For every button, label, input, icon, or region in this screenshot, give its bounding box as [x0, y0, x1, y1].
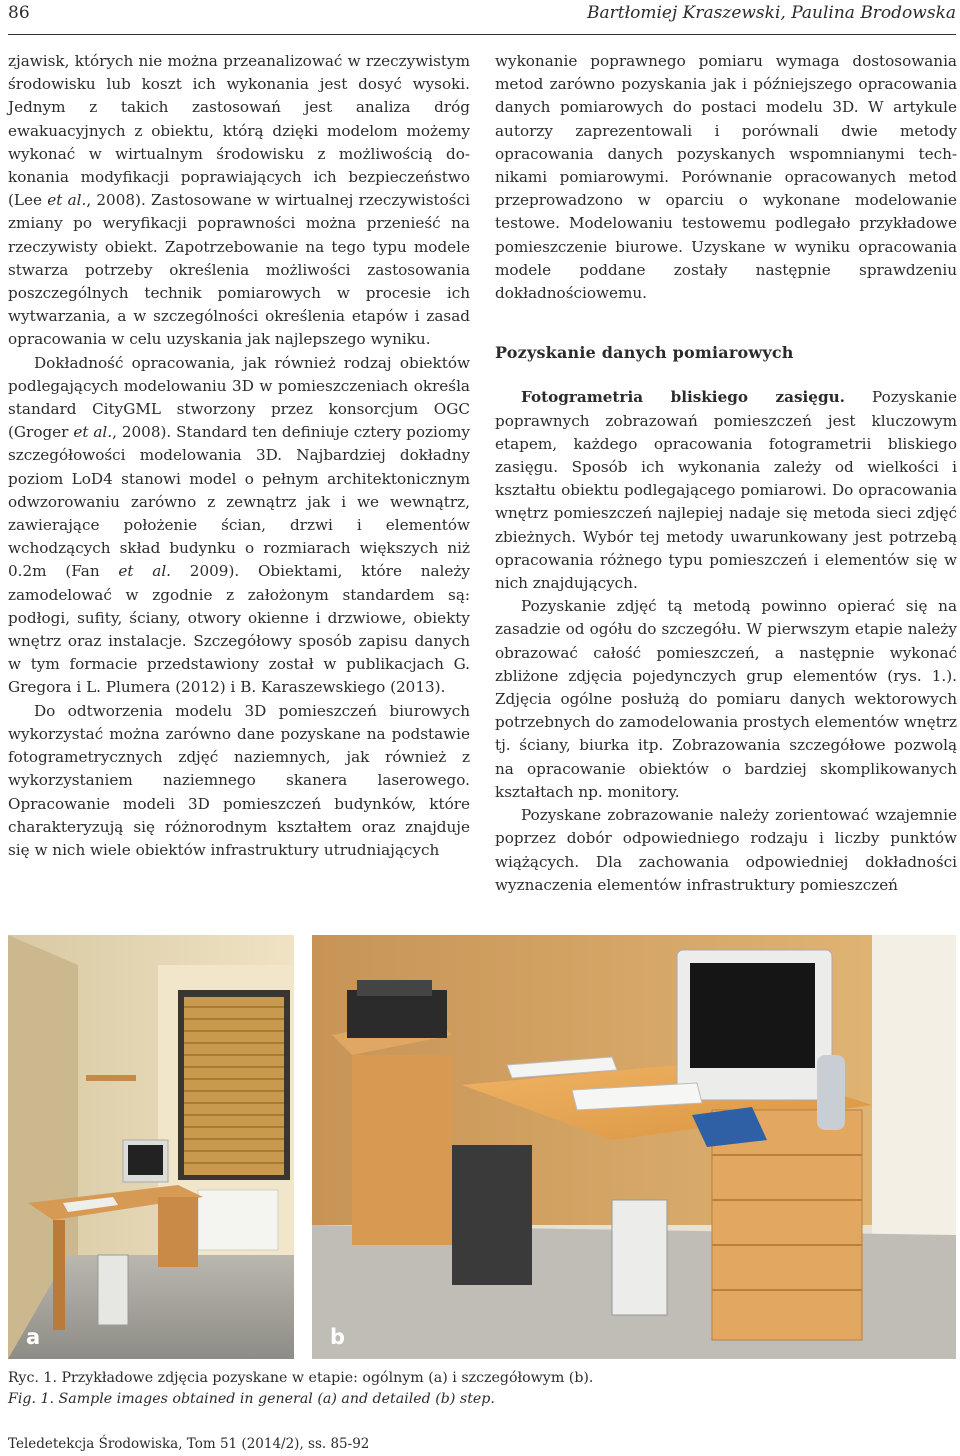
- room-photo-illustration: [8, 935, 294, 1359]
- et-al: et al.: [47, 191, 87, 210]
- running-head-authors: Bartłomiej Kraszewski, Paulina Brodowska: [587, 3, 956, 23]
- subsection-heading: Fotogrametria bliskiego zasięgu.: [521, 388, 845, 407]
- caption-polish: Ryc. 1. Przykładowe zdjęcia pozyskane w etapie: ogólnym (a) i szczegółowym (b).: [8, 1370, 594, 1386]
- left-paragraph-1: [8, 50, 470, 352]
- left-paragraph-2: [8, 352, 470, 700]
- page-number: 86: [8, 3, 30, 23]
- desk-photo-illustration: [312, 935, 956, 1359]
- left-paragraph-3: Do odtworzenia modelu 3D pomieszczeń biurowych wykorzystać można zarówno dane pozyskane na podstawie fotogrametrycznych zdjęć naziemnych, jak również z wykorzystaniem naziemnego skanera laserowego. Opracowanie modeli 3D pomieszczeń budynków, które charakteryzują się różnorodnym kształtem oraz znajduje się w nich wiele obiektów infrastruktury utrudniających: [8, 701, 470, 859]
- left-column: [8, 50, 470, 862]
- journal-footer: Teledetekcja Środowiska, Tom 51 (2014/2), ss. 85-92: [8, 1436, 370, 1452]
- text-run: zjawisk, których nie można przeanalizować w rzeczywistym środowisku lub koszt ich wykonania jest dosyć wysoki. Jednym z takich zastosowań jest analiza dróg ewakuacyjnych z obiektu, którą dzięki modelom możemy wykonać w wirtualnym środowisku z możliwością dokonania modyfikacji poprawiających ich bezpieczeństwo (Lee: [8, 52, 470, 210]
- photo-general-view: [8, 935, 294, 1359]
- text-run: , 2008). Standard ten definiuje cztery poziomy szczegółowości modelowania 3D. Najbardziej dokładny poziom LoD4 stanowi model o pełnym architektonicznym odwzorowaniu zarówno z zewnątrz jak i we wewnątrz, zawierające położenie ścian, drzwi i elementów wchodzących skład budynku o rozmiarach większych niż 0.2m (Fan: [8, 423, 470, 581]
- photo-label-a: a: [26, 1325, 41, 1349]
- et-al: et al.: [73, 423, 113, 442]
- right-paragraph-2: [495, 386, 957, 595]
- caption-english: Fig. 1. Sample images obtained in general (a) and detailed (b) step.: [8, 1391, 495, 1407]
- text-run: Pozyskanie poprawnych zobrazowań pomieszczeń jest kluczowym etapem, każdego opracowania fotogrametrii bliskiego zasięgu. Sposób ich wykonania zależy od wielkości i kształtu obiektu podlegającego pomiarowi. Do opracowania wnętrz pomieszczeń najlepiej nadaje się metoda sieci zdjęć zbieżnych. Wybór tej metody uwarunkowany jest potrzebą opracowania różnego typu pomieszczeń i elementów się w nich znajdujących.: [495, 388, 957, 593]
- text-run: , 2008). Zastosowane w wirtualnej rzeczywistości zmiany po weryfikacji poprawności można przenieść na rzeczywisty obiekt. Zapotrzebowanie na tego typu modele stwarza potrzeby określenia możliwości zastosowania poszczególnych technik pomiarowych w procesie ich wytwarzania, a w szczególności określenia etapów i zasad opracowania w celu uzyskania jak najlepszego wyniku.: [8, 191, 470, 349]
- right-column: [495, 50, 957, 897]
- right-paragraph-3: Pozyskanie zdjęć tą metodą powinno opierać się na zasadzie od ogółu do szczegółu. W pierwszym etapie należy obrazować całość pomieszczeń, a następnie wykonać zbliżone zdjęcia pojedynczych grup elementów (rys. 1.). Zdjęcia ogólne posłużą do pomiaru danych wektorowych potrzebnych do zamodelowania prostych elementów wnętrz tj. ściany, biurka itp. Zobrazowania szczegółowe pozwolą na opracowanie obiektów o bardziej skomplikowanych kształtach np. monitory.: [495, 597, 957, 801]
- figure-caption: [8, 1368, 593, 1410]
- text-run: 2009). Obiektami, które należy zamodelować w zgodnie z założonym standardem są: podłogi, sufity, ściany, otwory okienne i drzwiowe, obiekty wnętrz oraz instalacje. Szczegółowy sposób zapisu danych w tym formacie przedstawiony został w publikacjach G. Gregora i L. Plumera (2012) i B. Karaszewskiego (2013).: [8, 562, 470, 697]
- right-paragraph-1: wykonanie poprawnego pomiaru wymaga dostosowania metod zarówno pozyskania jak i późniejszego opracowania danych pomiarowych do postaci modelu 3D. W artykule autorzy zaprezentowali i porównali dwie metody opracowania danych pozyskanych wspomnianymi technikami pomiarowymi. Porównanie opracowanych metod przeprowadzono w oparciu o wykonane modelowanie testowe. Modelowaniu testowemu podlegało przykładowe pomieszczenie biurowe. Uzyskane w wyniku opracowania modele poddane zostały następnie sprawdzeniu dokładnościowemu.: [495, 52, 957, 303]
- et-al: et al.: [118, 562, 172, 581]
- right-paragraph-4: Pozyskane zobrazowanie należy zorientować wzajemnie poprzez dobór odpowiedniego rodzaju i liczby punktów wiążących. Dla zachowania odpowiedniej dokładności wyznaczenia elementów infrastruktury pomieszczeń: [495, 806, 957, 894]
- photo-label-b: b: [330, 1325, 346, 1349]
- photo-detailed-view: [312, 935, 956, 1359]
- section-heading: Pozyskanie danych pomiarowych: [495, 343, 794, 363]
- page-header: [8, 0, 956, 35]
- text-run: Dokładność opracowania, jak również rodzaj obiektów podlegających modelowaniu 3D w pomieszczeniach określa standard CityGML stworzony przez konsorcjum OGC (Groger: [8, 353, 470, 442]
